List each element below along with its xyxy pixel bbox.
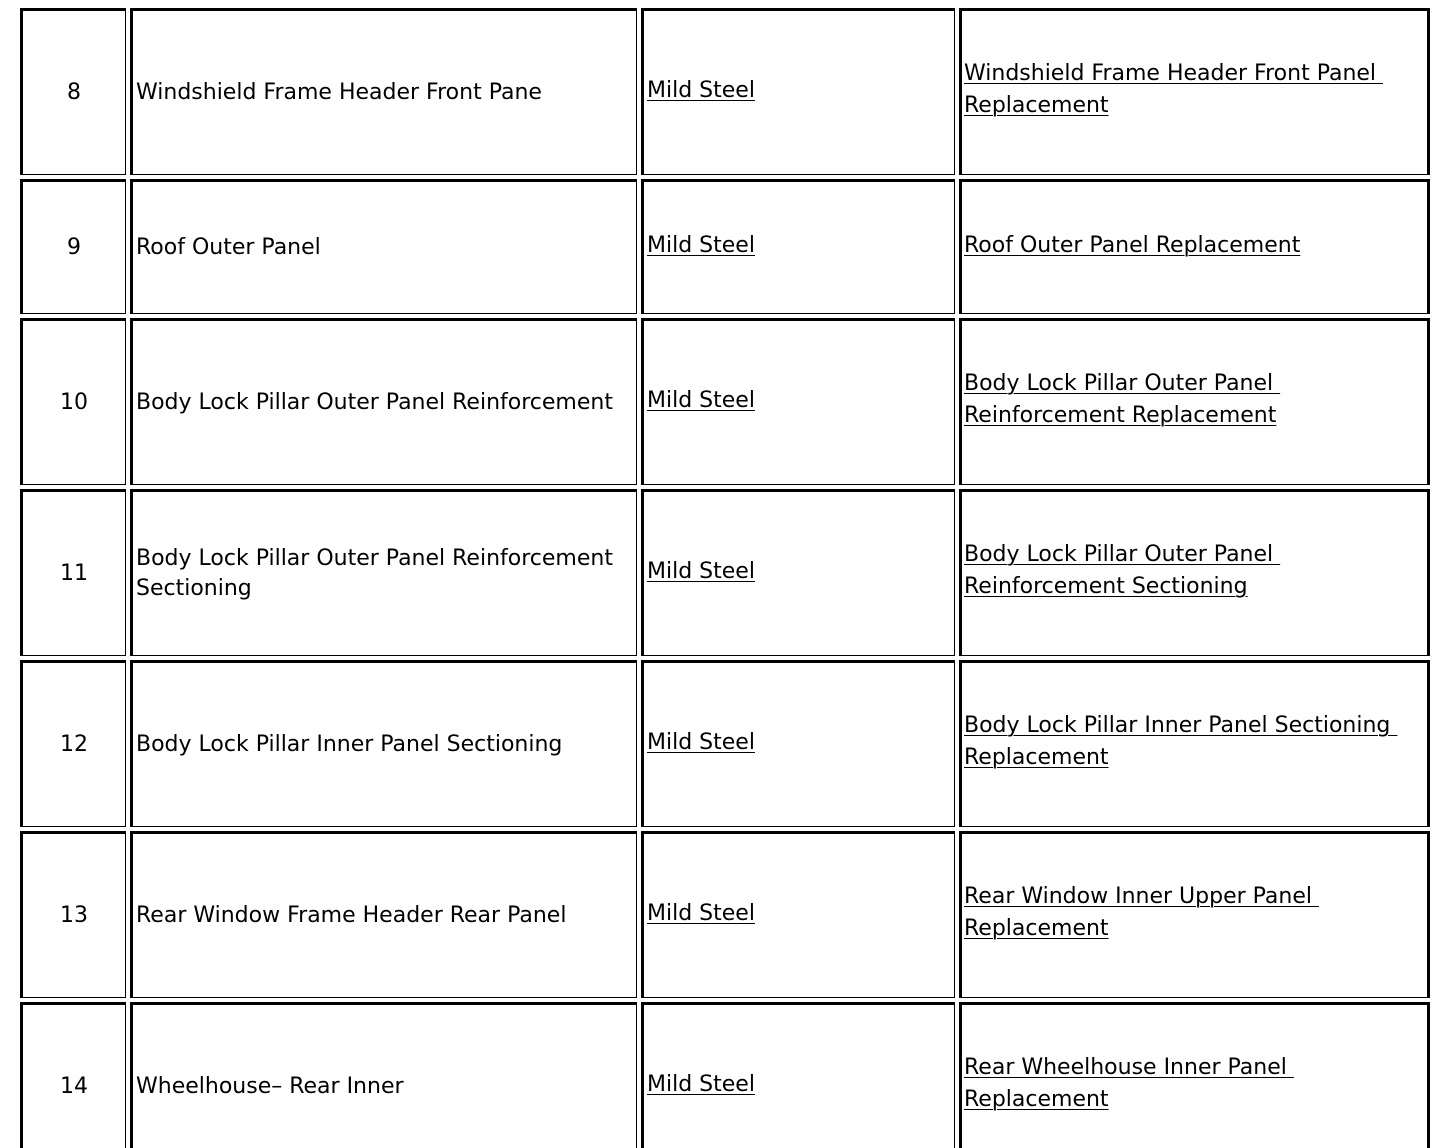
procedure-cell — [959, 318, 1430, 485]
procedure-link[interactable]: Body Lock Pillar Outer Panel Reinforcement Sectioning — [964, 541, 1281, 599]
material-link[interactable]: Mild Steel — [647, 1071, 755, 1097]
table-row — [20, 1002, 1434, 1148]
item-number: 9 — [20, 179, 126, 314]
procedure-link[interactable]: Windshield Frame Header Front Panel Replacement — [964, 60, 1384, 118]
table-row — [20, 831, 1434, 1002]
part-description — [130, 318, 637, 485]
part-description-text: Windshield Frame Header Front Pane — [136, 79, 542, 105]
procedure-link[interactable]: Body Lock Pillar Outer Panel Reinforcement Replacement — [964, 370, 1281, 428]
table-row — [20, 318, 1434, 489]
part-description — [130, 1002, 637, 1148]
procedure-link[interactable]: Rear Wheelhouse Inner Panel Replacement — [964, 1054, 1294, 1112]
part-description-text: Roof Outer Panel — [136, 234, 321, 260]
procedure-link[interactable]: Rear Window Inner Upper Panel Replacement — [964, 883, 1319, 941]
material-cell — [641, 179, 955, 314]
part-description-text: Body Lock Pillar Outer Panel Reinforcement Sectioning — [136, 545, 613, 601]
material-cell — [641, 318, 955, 485]
item-number: 8 — [20, 8, 126, 175]
procedure-cell — [959, 489, 1430, 656]
table-row — [20, 179, 1434, 318]
procedure-cell — [959, 8, 1430, 175]
material-cell — [641, 660, 955, 827]
material-link[interactable]: Mild Steel — [647, 232, 755, 258]
material-cell — [641, 831, 955, 998]
item-number: 13 — [20, 831, 126, 998]
procedure-cell — [959, 179, 1430, 314]
part-description — [130, 8, 637, 175]
material-link[interactable]: Mild Steel — [647, 387, 755, 413]
part-description — [130, 179, 637, 314]
material-link[interactable]: Mild Steel — [647, 77, 755, 103]
material-link[interactable]: Mild Steel — [647, 900, 755, 926]
item-number: 11 — [20, 489, 126, 656]
part-description — [130, 489, 637, 656]
table-row — [20, 8, 1434, 179]
part-description — [130, 660, 637, 827]
parts-table — [20, 8, 1434, 1148]
material-cell — [641, 8, 955, 175]
item-number: 10 — [20, 318, 126, 485]
procedure-cell — [959, 660, 1430, 827]
table-row — [20, 660, 1434, 831]
material-link[interactable]: Mild Steel — [647, 558, 755, 584]
procedure-link[interactable]: Body Lock Pillar Inner Panel Sectioning Replacement — [964, 712, 1398, 770]
item-number: 12 — [20, 660, 126, 827]
part-description-text: Rear Window Frame Header Rear Panel — [136, 902, 567, 928]
part-description-text: Body Lock Pillar Outer Panel Reinforcement — [136, 389, 613, 415]
part-description-text: Wheelhouse– Rear Inner — [136, 1073, 404, 1099]
procedure-link[interactable]: Roof Outer Panel Replacement — [964, 232, 1301, 258]
part-description — [130, 831, 637, 998]
item-number: 14 — [20, 1002, 126, 1148]
material-cell — [641, 1002, 955, 1148]
procedure-cell — [959, 831, 1430, 998]
procedure-cell — [959, 1002, 1430, 1148]
material-cell — [641, 489, 955, 656]
table-row — [20, 489, 1434, 660]
material-link[interactable]: Mild Steel — [647, 729, 755, 755]
part-description-text: Body Lock Pillar Inner Panel Sectioning — [136, 731, 563, 757]
